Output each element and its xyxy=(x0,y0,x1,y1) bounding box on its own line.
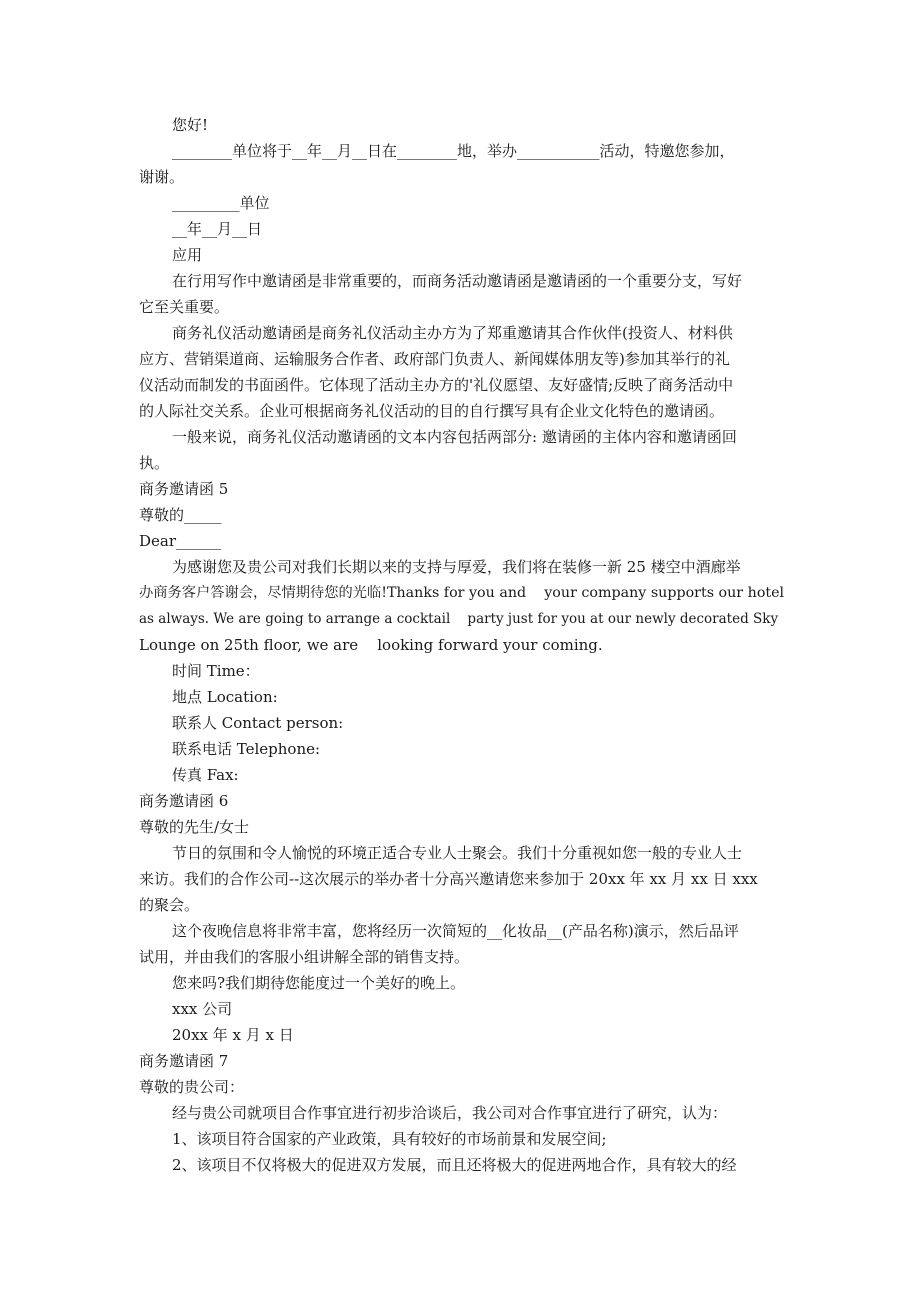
text-line: 尊敬的先生/女士 xyxy=(139,818,250,836)
text-line: 仪活动而制发的书面函件。它体现了活动主办方的'礼仪愿望、友好盛情;反映了商务活动中 xyxy=(139,376,734,394)
document-page xyxy=(139,112,785,1178)
text-line: 您来吗?我们期待您能度过一个美好的晚上。 xyxy=(172,974,466,992)
text-line: 谢谢。 xyxy=(139,168,185,186)
text-line: xxx 公司 xyxy=(172,1000,233,1018)
text-line: 时间 Time： xyxy=(172,662,260,680)
text-line: 它至关重要。 xyxy=(139,298,230,316)
text-line: 联系电话 Telephone: xyxy=(172,740,321,758)
text-line: 联系人 Contact person: xyxy=(172,714,344,732)
text-line: 应用 xyxy=(172,246,203,264)
text-line: as always. We are going to arrange a cocktail party just for you at our newly decorated Sky xyxy=(139,611,779,627)
text-line: 在行用写作中邀请函是非常重要的，而商务活动邀请函是邀请函的一个重要分支，写好 xyxy=(172,272,743,290)
text-line: 这个夜晚信息将非常丰富，您将经历一次简短的__化妆品__(产品名称)演示，然后品评 xyxy=(172,922,739,940)
text-line: 传真 Fax: xyxy=(172,766,239,784)
text-line: 的聚会。 xyxy=(139,896,200,914)
text-line: 来访。我们的合作公司--这次展示的举办者十分高兴邀请您来参加于 20xx 年 xx 月 xx 日 xxx xyxy=(139,870,758,888)
text-line: _________单位 xyxy=(172,194,270,212)
text-line: 商务邀请函 5 xyxy=(139,480,229,498)
text-line: 您好! xyxy=(172,116,209,134)
text-line: 办商务客户答谢会，尽情期待您的光临!Thanks for you and your company supports our hotel xyxy=(139,585,785,601)
text-line: 为感谢您及贵公司对我们长期以来的支持与厚爱，我们将在装修一新 25 楼空中酒廊举 xyxy=(172,558,741,576)
document-body xyxy=(139,112,785,1178)
text-line: 商务礼仪活动邀请函是商务礼仪活动主办方为了郑重邀请其合作伙伴(投资人、材料供 xyxy=(172,324,733,342)
text-line: ________单位将于__年__月__日在________地，举办___________活动，特邀您参加， xyxy=(172,142,735,160)
text-line: 商务邀请函 7 xyxy=(139,1052,229,1070)
text-line: Lounge on 25th floor, we are looking forward your coming. xyxy=(139,636,603,654)
text-line: 节日的氛围和令人愉悦的环境正适合专业人士聚会。我们十分重视如您一般的专业人士 xyxy=(172,844,743,862)
text-line: 尊敬的_____ xyxy=(139,506,222,524)
text-line: __年__月__日 xyxy=(172,220,263,238)
text-line: Dear______ xyxy=(139,532,222,550)
text-line: 2、该项目不仅将极大的促进双方发展，而且还将极大的促进两地合作，具有较大的经 xyxy=(172,1156,737,1174)
text-line: 商务邀请函 6 xyxy=(139,792,229,810)
text-line: 20xx 年 x 月 x 日 xyxy=(172,1026,294,1044)
text-line: 1、该项目符合国家的产业政策，具有较好的市场前景和发展空间; xyxy=(172,1130,607,1148)
text-line: 经与贵公司就项目合作事宜进行初步洽谈后，我公司对合作事宜进行了研究，认为： xyxy=(172,1104,728,1122)
text-line: 地点 Location: xyxy=(172,688,278,706)
text-line: 尊敬的贵公司： xyxy=(139,1078,245,1096)
text-line: 试用，并由我们的客服小组讲解全部的销售支持。 xyxy=(139,948,470,966)
text-line: 一般来说，商务礼仪活动邀请函的文本内容包括两部分: 邀请函的主体内容和邀请函回 xyxy=(172,428,737,446)
text-line: 的人际社交关系。企业可根据商务礼仪活动的目的自行撰写具有企业文化特色的邀请函。 xyxy=(139,402,725,420)
text-line: 应方、营销渠道商、运输服务合作者、政府部门负责人、新闻媒体朋友等)参加其举行的礼 xyxy=(139,350,730,368)
text-line: 执。 xyxy=(139,454,170,472)
